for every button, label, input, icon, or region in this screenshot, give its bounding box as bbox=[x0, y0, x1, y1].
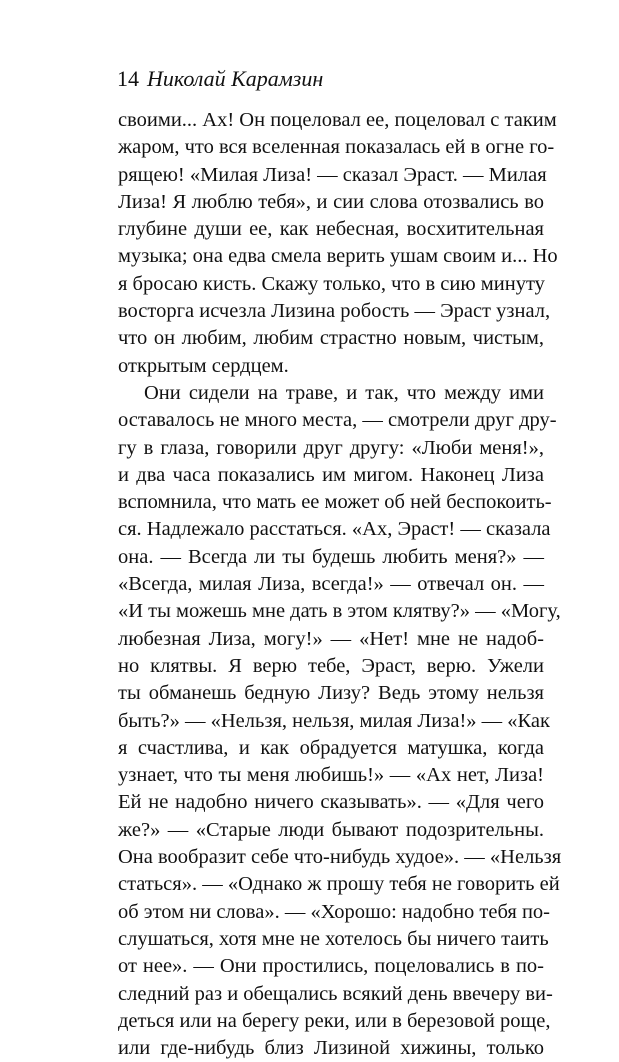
text-line: об этом ни слова». — «Хорошо: надобно тебя по- bbox=[118, 900, 551, 923]
text-line: она. — Всегда ли ты будешь любить меня?» — bbox=[118, 545, 544, 568]
text-line: и два часа показались им мигом. Наконец Лиза bbox=[118, 463, 544, 486]
text-line: Лиза! Я люблю тебя», и сии слова отозвались во bbox=[118, 190, 544, 213]
paragraph-first-line: Они сидели на траве, и так, что между ими bbox=[144, 381, 544, 404]
body-text bbox=[118, 107, 562, 1062]
running-head bbox=[117, 64, 323, 94]
text-line: глубине души ее, как небесная, восхитительная bbox=[118, 218, 544, 241]
text-line: рящею! «Милая Лиза! — сказал Эраст. — Милая bbox=[118, 163, 547, 186]
text-line: любезная Лиза, могу!» — «Нет! мне не надоб- bbox=[118, 627, 544, 650]
text-line: следний раз и обещались всякий день ввечеру ви- bbox=[118, 982, 553, 1005]
text-line: гу в глаза, говорили друг другу: «Люби меня!», bbox=[118, 436, 544, 459]
text-line: но клятвы. Я верю тебе, Эраст, верю. Ужели bbox=[118, 654, 544, 677]
text-line: я бросаю кисть. Скажу только, что в сию минуту bbox=[118, 272, 545, 295]
text-line: статься». — «Однако ж прошу тебя не говорить ей bbox=[118, 873, 560, 896]
text-line: жаром, что вся вселенная показалась ей в огне го- bbox=[118, 136, 555, 159]
text-line: от нее». — Они простились, поцеловались в по- bbox=[118, 955, 544, 978]
text-line: своими... Ах! Он поцеловал ее, поцеловал с таким bbox=[118, 109, 557, 131]
text-line: я счастлива, и как обрадуется матушка, когда bbox=[118, 736, 544, 759]
text-line: узнает, что ты меня любишь!» — «Ах нет, Лиза! bbox=[118, 764, 544, 787]
text-line: вспомнила, что мать ее может об ней беспокоить- bbox=[118, 491, 552, 514]
text-line: оставалось не много места, — смотрели друг дру- bbox=[118, 409, 557, 432]
text-line: «Всегда, милая Лиза, всегда!» — отвечал он. — bbox=[118, 573, 544, 596]
text-line: же?» — «Старые люди бывают подозрительны. bbox=[118, 818, 544, 841]
text-line: ты обманешь бедную Лизу? Ведь этому нельзя bbox=[118, 682, 544, 705]
text-line: музыка; она едва смела верить ушам своим и... Но bbox=[118, 245, 558, 268]
text-line: или где-нибудь близ Лизиной хижины, только bbox=[118, 1037, 544, 1060]
text-line: что он любим, любим страстно новым, чистым, bbox=[118, 327, 544, 350]
text-line: быть?» — «Нельзя, нельзя, милая Лиза!» — «Как bbox=[118, 709, 550, 732]
text-line: Она вообразит себе что-нибудь худое». — «Нельзя bbox=[118, 846, 562, 869]
text-line: Ей не надобно ничего сказывать». — «Для чего bbox=[118, 791, 544, 814]
page-number: 14 bbox=[117, 66, 139, 91]
text-line: восторга исчезла Лизина робость — Эраст узнал, bbox=[118, 300, 551, 323]
text-line: деться или на берегу реки, или в березовой роще, bbox=[118, 1009, 551, 1032]
text-line: открытым сердцем. bbox=[118, 354, 289, 377]
text-line: ся. Надлежало расстаться. «Ах, Эраст! — сказала bbox=[118, 518, 551, 541]
text-line: «И ты можешь мне дать в этом клятву?» — «Могу, bbox=[118, 600, 561, 623]
running-head-author: Николай Карамзин bbox=[147, 66, 324, 91]
text-line: слушаться, хотя мне не хотелось бы ничего таить bbox=[118, 927, 549, 950]
